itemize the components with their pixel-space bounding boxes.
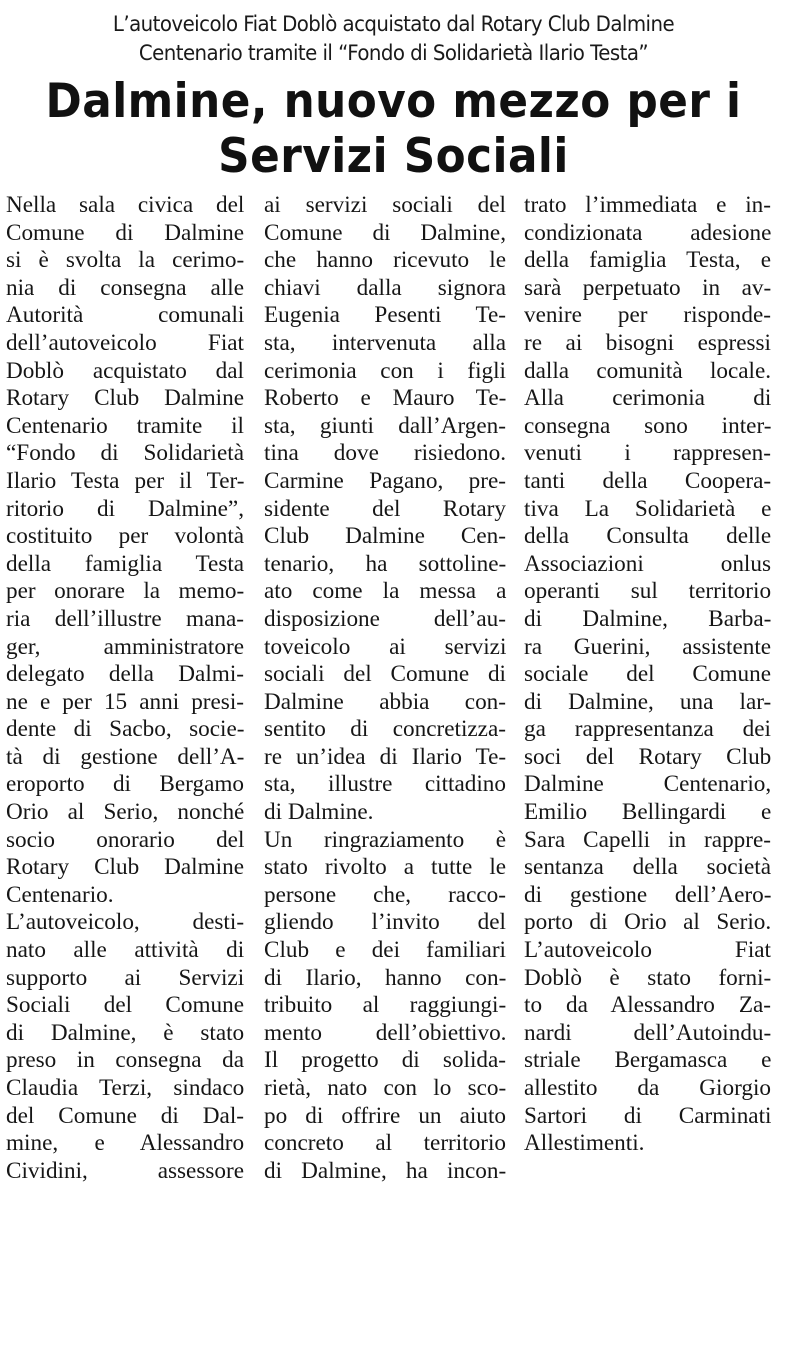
text-line: Un ringraziamento è — [264, 826, 506, 853]
text-line: Club e dei familiari — [264, 937, 506, 964]
text-line: ger, amministratore — [6, 633, 244, 660]
text-line: Comune di Dalmine, — [264, 219, 506, 246]
text-line: disposizione dell’au- — [264, 605, 506, 632]
text-line: sta, intervenuta alla — [264, 329, 506, 356]
text-line: Emilio Bellingardi e — [524, 799, 772, 826]
text-line: del Comune di Dal- — [6, 1102, 244, 1129]
text-line: ato come la messa a — [264, 578, 507, 605]
headline-line: Dalmine, nuovo mezzo per i — [45, 74, 742, 129]
text-line: che hanno ricevuto le — [264, 247, 506, 274]
text-line: cerimonia con i figli — [264, 357, 506, 384]
text-line: gliendo l’invito del — [264, 909, 506, 936]
text-line: Orio al Serio, nonché — [6, 799, 245, 826]
text-line: mento dell’obiettivo. — [264, 1019, 507, 1046]
text-line: dalla comunità locale. — [524, 357, 772, 384]
text-line: condizionata adesione — [524, 219, 772, 246]
text-line: Il progetto di solida- — [264, 1047, 506, 1074]
text-line: toveicolo ai servizi — [264, 633, 507, 660]
text-line: Claudia Terzi, sindaco — [6, 1075, 245, 1101]
text-line: della famiglia Testa — [6, 550, 245, 577]
text-line: della famiglia Testa, e — [524, 247, 771, 274]
subtitle-line: Centenario tramite il “Fondo di Solidarietà Ilario Testa” — [138, 41, 649, 66]
text-column-1 — [6, 192, 244, 1185]
text-line: Dalmine Centenario, — [524, 771, 772, 798]
text-line: Rotary Club Dalmine — [6, 854, 244, 881]
text-line: costituito per volontà — [6, 523, 245, 550]
text-line: tenario, ha sottoline- — [264, 550, 507, 577]
text-line: sociale del Comune — [524, 661, 771, 688]
text-line: Roberto e Mauro Te- — [264, 385, 507, 412]
text-line: preso in consegna da — [6, 1047, 244, 1074]
article-subtitle — [31, 10, 755, 68]
subtitle-line: L’autoveicolo Fiat Doblò acquistato dal Rotary Club Dalmine — [112, 12, 675, 37]
text-line: Rotary Club Dalmine — [6, 385, 244, 412]
text-line: nia di consegna alle — [6, 274, 244, 301]
text-line: chiavi dalla signora — [264, 274, 506, 301]
text-line: Ilario Testa per il Ter- — [6, 467, 245, 494]
text-line: to da Alessandro Za- — [524, 992, 771, 1019]
text-line: stato rivolto a tutte le — [264, 854, 507, 881]
text-line: mine, e Alessandro — [6, 1130, 245, 1157]
text-line: Dalmine abbia con- — [264, 688, 506, 715]
text-line: po di offrire un aiuto — [264, 1102, 506, 1129]
text-line: dell’autoveicolo Fiat — [6, 329, 244, 356]
text-line: Sociali del Comune — [6, 992, 244, 1019]
text-line: Alla cerimonia di — [524, 385, 772, 412]
text-line: soci del Rotary Club — [524, 743, 772, 770]
text-line: trato l’immediata e in- — [524, 192, 771, 218]
text-line: della Consulta delle — [524, 523, 772, 550]
text-line: di Dalmine. — [264, 799, 374, 826]
headline-line: Servizi Sociali — [218, 129, 569, 184]
article-headline — [28, 74, 760, 184]
text-line: ne e per 15 anni presi- — [6, 688, 244, 715]
text-line: concreto al territorio — [264, 1130, 506, 1157]
text-line: re un’idea di Ilario Te- — [264, 743, 507, 770]
text-line: sidente del Rotary — [264, 495, 506, 522]
text-line: eroporto di Bergamo — [6, 771, 244, 798]
text-line: si è svolta la cerimo- — [6, 247, 245, 274]
text-line: Sara Capelli in rappre- — [524, 826, 771, 853]
text-line: sta, giunti dall’Argen- — [264, 412, 506, 439]
text-line: striale Bergamasca e — [524, 1047, 772, 1074]
text-line: rietà, nato con lo sco- — [264, 1075, 507, 1101]
text-line: sarà perpetuato in av- — [524, 274, 772, 301]
text-line: ai servizi sociali del — [264, 192, 506, 218]
text-line: sentito di concretizza- — [264, 716, 506, 743]
text-line: di Ilario, hanno con- — [264, 964, 507, 991]
text-line: venuti i rappresen- — [524, 440, 771, 467]
text-line: tanti della Coopera- — [524, 467, 772, 494]
text-line: operanti sul territorio — [524, 578, 772, 605]
text-line: nato alle attività di — [6, 937, 245, 964]
text-line: di Dalmine, è stato — [6, 1019, 245, 1046]
text-line: socio onorario del — [6, 826, 245, 853]
text-line: dente di Sacbo, socie- — [6, 716, 245, 743]
text-line: di Dalmine, una lar- — [524, 688, 772, 715]
text-line: ra Guerini, assistente — [524, 633, 772, 660]
text-line: Cividini, assessore — [6, 1157, 244, 1184]
text-line: “Fondo di Solidarietà — [6, 440, 244, 467]
text-line: L’autoveicolo Fiat — [524, 937, 771, 964]
text-line: sentanza della società — [524, 854, 771, 881]
text-line: persone che, racco- — [264, 881, 506, 908]
text-line: consegna sono inter- — [524, 412, 772, 439]
text-line: sociali del Comune di — [264, 661, 506, 688]
text-line: di Dalmine, ha incon- — [264, 1157, 507, 1184]
text-line: sta, illustre cittadino — [264, 771, 506, 798]
text-line: tribuito al raggiungi- — [264, 992, 507, 1019]
text-line: per onorare la memo- — [6, 578, 245, 605]
text-line: Centenario. — [6, 881, 114, 908]
text-line: ria dell’illustre mana- — [6, 605, 244, 632]
text-line: Eugenia Pesenti Te- — [264, 302, 506, 329]
text-line: Doblò è stato forni- — [524, 964, 772, 991]
text-line: porto di Orio al Serio. — [524, 909, 772, 936]
text-line: Doblò acquistato dal — [6, 357, 244, 384]
text-line: Comune di Dalmine — [6, 219, 245, 246]
text-line: tiva La Solidarietà e — [524, 495, 772, 522]
text-line: delegato della Dalmi- — [6, 661, 244, 688]
text-line: Club Dalmine Cen- — [264, 523, 506, 550]
text-line: Sartori di Carminati — [524, 1102, 772, 1129]
text-line: re ai bisogni espressi — [524, 329, 771, 356]
text-column-2 — [264, 192, 506, 1185]
text-line: di gestione dell’Aero- — [524, 881, 772, 908]
text-line: ga rappresentanza dei — [524, 716, 771, 743]
text-line: Autorità comunali — [6, 302, 245, 329]
text-line: nardi dell’Autoindu- — [524, 1019, 772, 1046]
text-line: L’autoveicolo, desti- — [6, 909, 245, 936]
text-line: supporto ai Servizi — [6, 964, 245, 991]
text-line: allestito da Giorgio — [524, 1075, 771, 1101]
text-line: tina dove risiedono. — [264, 440, 506, 467]
text-line: Allestimenti. — [524, 1130, 645, 1157]
text-line: Associazioni onlus — [524, 550, 771, 577]
text-line: tà di gestione dell’A- — [6, 743, 245, 770]
text-column-3 — [524, 192, 771, 1158]
text-line: venire per risponde- — [524, 302, 771, 329]
text-line: Nella sala civica del — [6, 192, 245, 218]
text-line: di Dalmine, Barba- — [524, 605, 772, 632]
text-line: Centenario tramite il — [6, 412, 244, 439]
text-line: Carmine Pagano, pre- — [264, 467, 506, 494]
text-line: ritorio di Dalmine”, — [6, 495, 244, 522]
